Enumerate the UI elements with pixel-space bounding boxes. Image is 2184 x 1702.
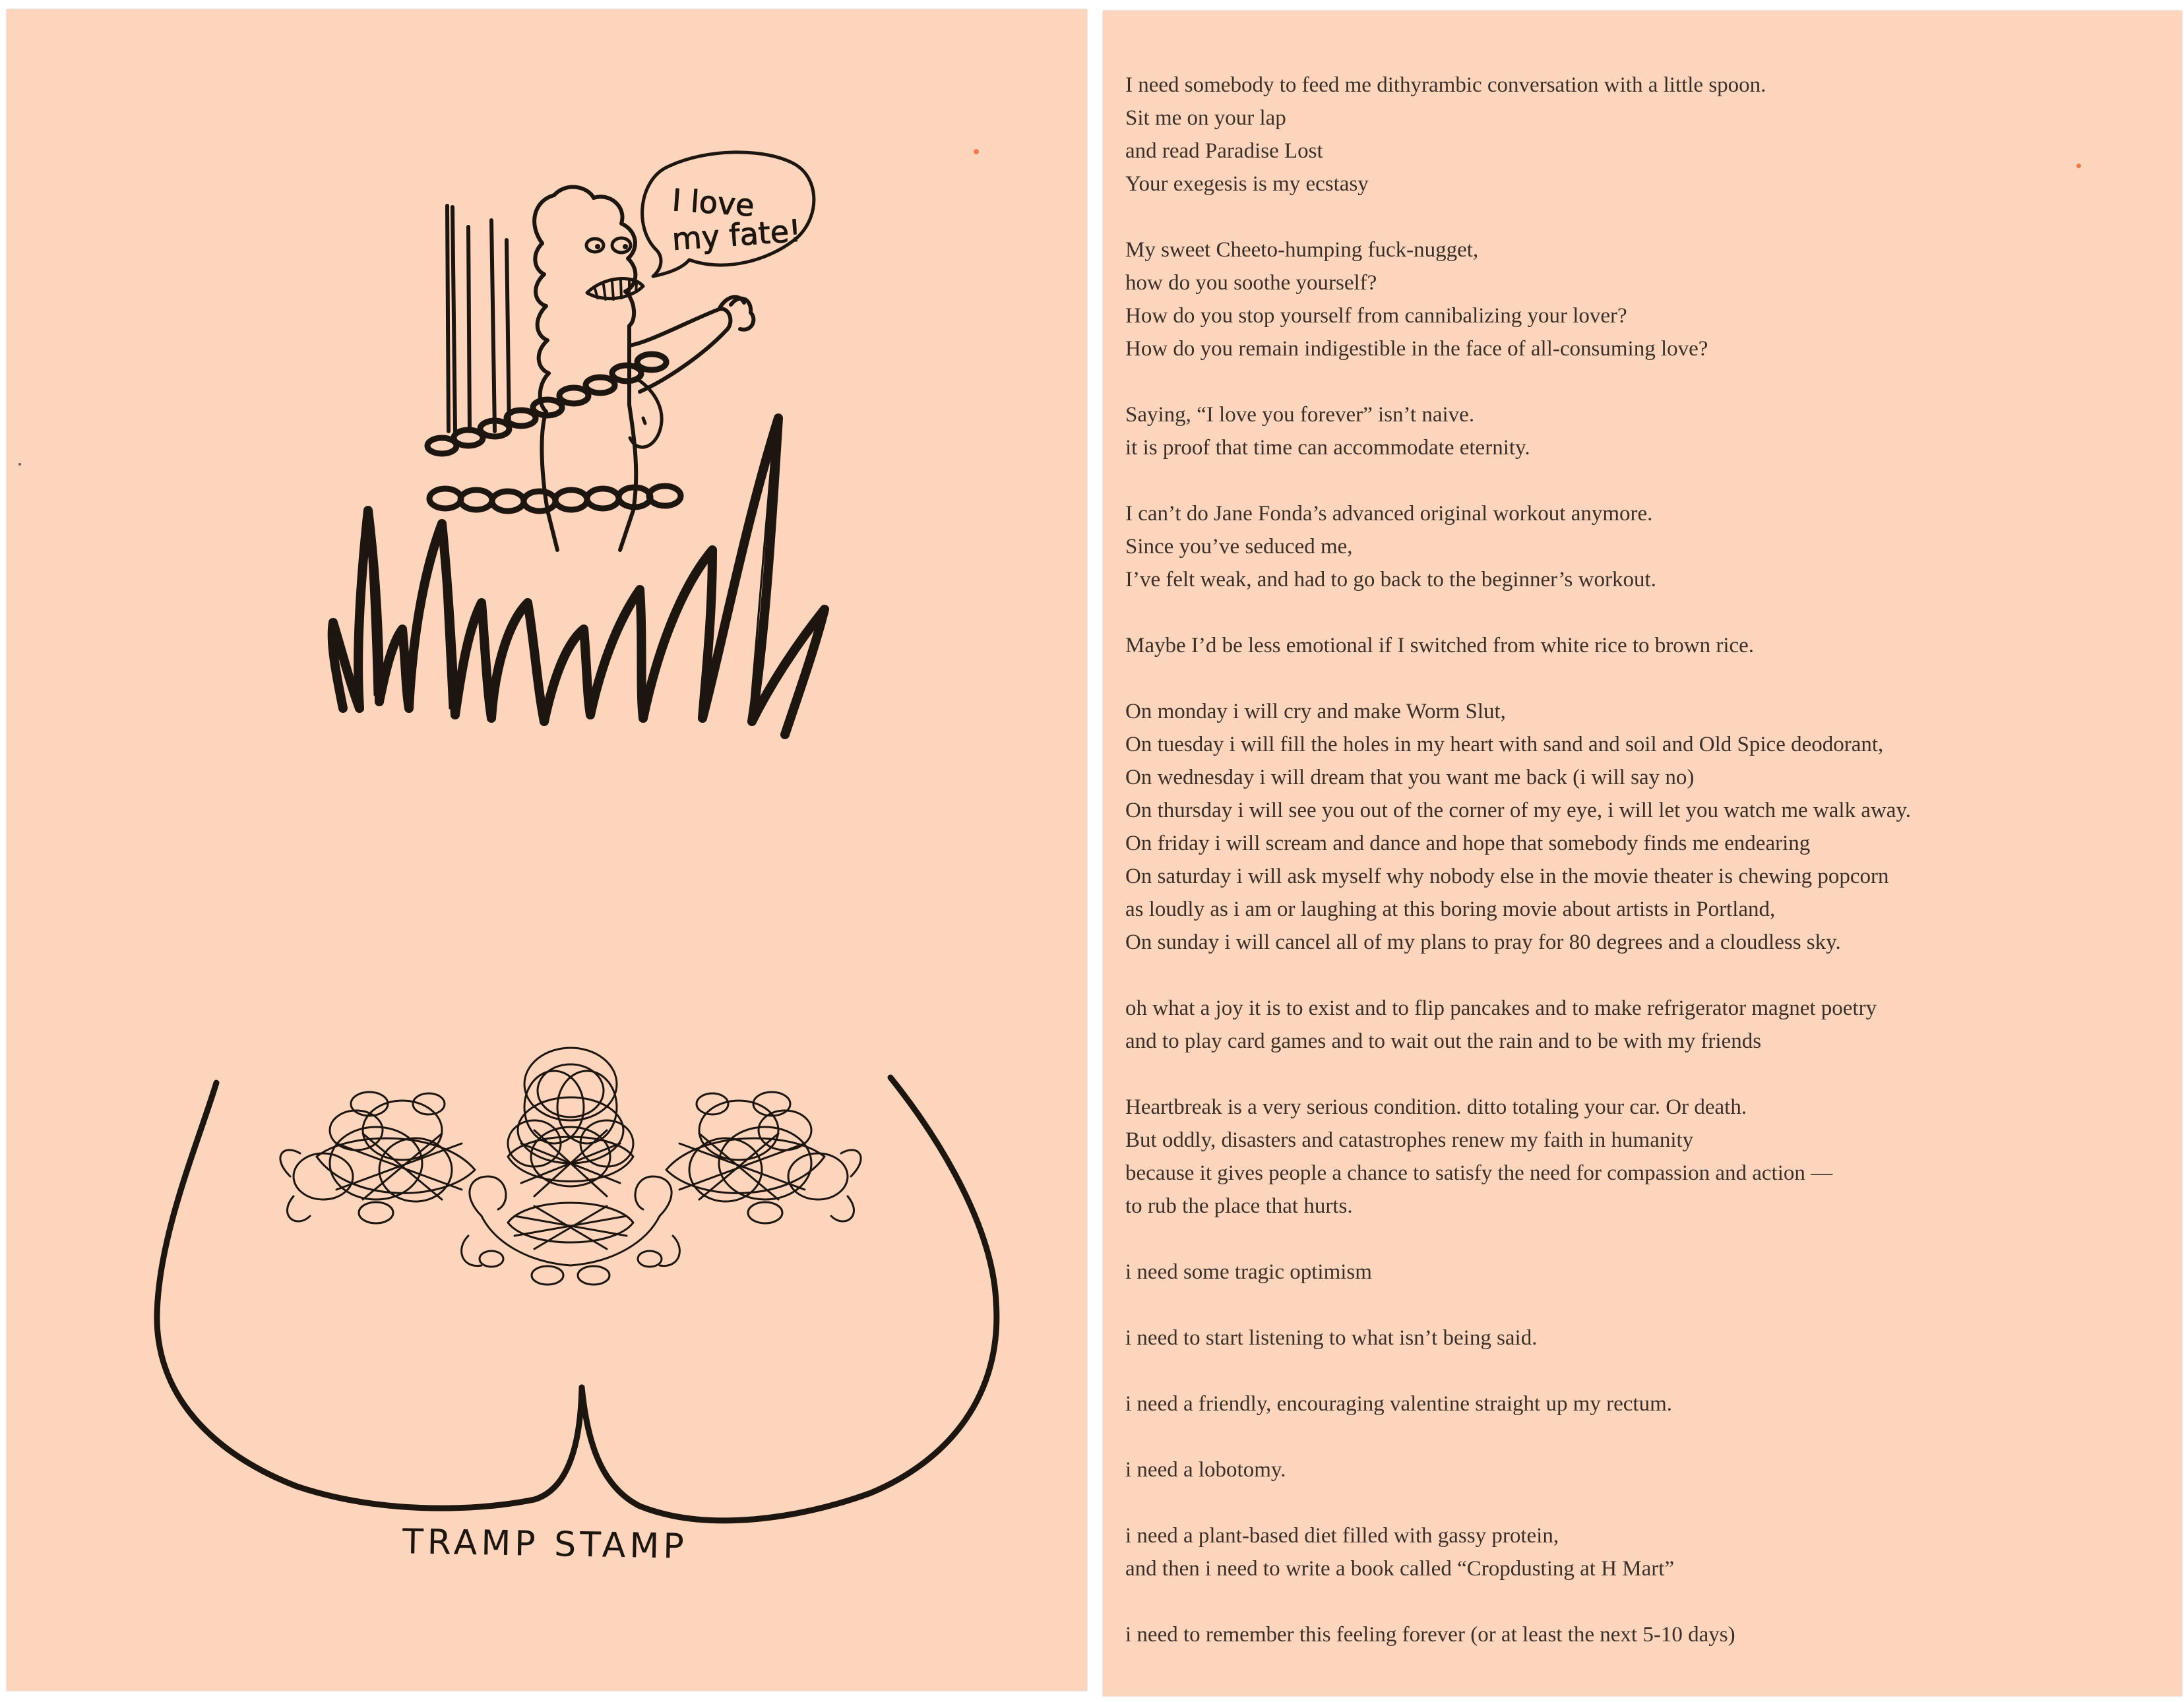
poem-line: i need to remember this feeling forever (or at least the next 5-10 days) bbox=[1125, 1623, 1735, 1647]
poem-stanza bbox=[1125, 1322, 2154, 1354]
poem-stanza bbox=[1125, 398, 2154, 464]
poem-line: i need a plant-based diet filled with gassy protein, bbox=[1125, 1524, 1559, 1548]
poem-line: On monday i will cry and make Worm Slut, bbox=[1125, 700, 1506, 723]
left-page bbox=[7, 9, 1087, 1691]
poem-line: Since you’ve seduced me, bbox=[1125, 535, 1353, 559]
poem-line: Saying, “I love you forever” isn’t naive. bbox=[1125, 403, 1475, 427]
chained-creature-illustration bbox=[332, 152, 825, 735]
poem-line: On friday i will scream and dance and hope that somebody finds me endearing bbox=[1125, 832, 1811, 855]
poem-line: Maybe I’d be less emotional if I switched from white rice to brown rice. bbox=[1125, 634, 1755, 657]
poem-stanza bbox=[1125, 1519, 2154, 1585]
bubble-line-1: I love bbox=[671, 182, 756, 224]
poem-line: oh what a joy it is to exist and to flip pancakes and to make refrigerator magnet poetry bbox=[1125, 996, 1877, 1020]
bubble-line-2: my fate! bbox=[671, 212, 803, 257]
poem-stanza bbox=[1125, 695, 2154, 959]
poem-line: i need a lobotomy. bbox=[1125, 1458, 1286, 1482]
poem-line: On saturday i will ask myself why nobody else in the movie theater is chewing popcorn bbox=[1125, 865, 1889, 888]
poem-stanza bbox=[1125, 1256, 2154, 1289]
poem-stanza bbox=[1125, 497, 2154, 596]
poem-body bbox=[1125, 69, 2154, 1684]
ornamental-tattoo bbox=[280, 1048, 861, 1285]
poem-stanza bbox=[1125, 992, 2154, 1058]
paper-speck bbox=[974, 149, 979, 154]
poem-line: and then i need to write a book called “Cropdusting at H Mart” bbox=[1125, 1557, 1675, 1581]
poem-line: and to play card games and to wait out the rain and to be with my friends bbox=[1125, 1029, 1762, 1053]
poem-stanza bbox=[1125, 1453, 2154, 1486]
tramp-stamp-caption: TRAMP STAMP bbox=[402, 1522, 689, 1567]
buttocks-outline bbox=[157, 1078, 997, 1521]
poem-line: how do you soothe yourself? bbox=[1125, 271, 1377, 295]
poem-line: i need some tragic optimism bbox=[1125, 1260, 1372, 1284]
poem-line: Heartbreak is a very serious condition. ditto totaling your car. Or death. bbox=[1125, 1095, 1747, 1119]
poem-line: On sunday i will cancel all of my plans to pray for 80 degrees and a cloudless sky. bbox=[1125, 930, 1841, 954]
tramp-stamp-illustration bbox=[157, 1048, 997, 1521]
poem-stanza bbox=[1125, 1387, 2154, 1420]
poem-line: Sit me on your lap bbox=[1125, 106, 1286, 130]
poem-line: My sweet Cheeto-humping fuck-nugget, bbox=[1125, 238, 1479, 262]
poem-stanza bbox=[1125, 69, 2154, 200]
poem-line: On thursday i will see you out of the corner of my eye, i will let you watch me walk away. bbox=[1125, 799, 1912, 822]
poem-line: I need somebody to feed me dithyrambic conversation with a little spoon. bbox=[1125, 73, 1766, 97]
poem-stanza bbox=[1125, 1618, 2154, 1651]
poem-line: I can’t do Jane Fonda’s advanced original workout anymore. bbox=[1125, 502, 1653, 526]
paper-speck bbox=[18, 463, 21, 466]
stake bbox=[447, 206, 509, 431]
poem-stanza bbox=[1125, 233, 2154, 365]
poem-line: as loudly as i am or laughing at this boring movie about artists in Portland, bbox=[1125, 897, 1776, 921]
poem-line: i need to start listening to what isn’t being said. bbox=[1125, 1326, 1538, 1350]
poem-line: Your exegesis is my ecstasy bbox=[1125, 172, 1369, 196]
poem-line: On tuesday i will fill the holes in my heart with sand and soil and Old Spice deodorant, bbox=[1125, 733, 1884, 756]
right-page bbox=[1103, 11, 2182, 1696]
flames bbox=[332, 418, 825, 735]
poem-line: and read Paradise Lost bbox=[1125, 139, 1323, 163]
poem-line: it is proof that time can accommodate eternity. bbox=[1125, 436, 1530, 460]
speech-bubble bbox=[642, 152, 814, 276]
poem-line: On wednesday i will dream that you want me back (i will say no) bbox=[1125, 766, 1695, 789]
poem-line: But oddly, disasters and catastrophes renew my faith in humanity bbox=[1125, 1128, 1694, 1152]
poem-line: How do you stop yourself from cannibalizing your lover? bbox=[1125, 304, 1627, 328]
poem-line: because it gives people a chance to satisfy the need for compassion and action — bbox=[1125, 1161, 1833, 1185]
illustration-canvas bbox=[7, 9, 1087, 1691]
poem-stanza bbox=[1125, 629, 2154, 662]
poem-stanza bbox=[1125, 1091, 2154, 1223]
poem-line: I’ve felt weak, and had to go back to the beginner’s workout. bbox=[1125, 568, 1656, 592]
poem-line: How do you remain indigestible in the face of all-consuming love? bbox=[1125, 337, 1708, 361]
chains bbox=[427, 354, 681, 511]
poem-line: i need a friendly, encouraging valentine straight up my rectum. bbox=[1125, 1392, 1672, 1416]
poem-line: to rub the place that hurts. bbox=[1125, 1194, 1353, 1218]
